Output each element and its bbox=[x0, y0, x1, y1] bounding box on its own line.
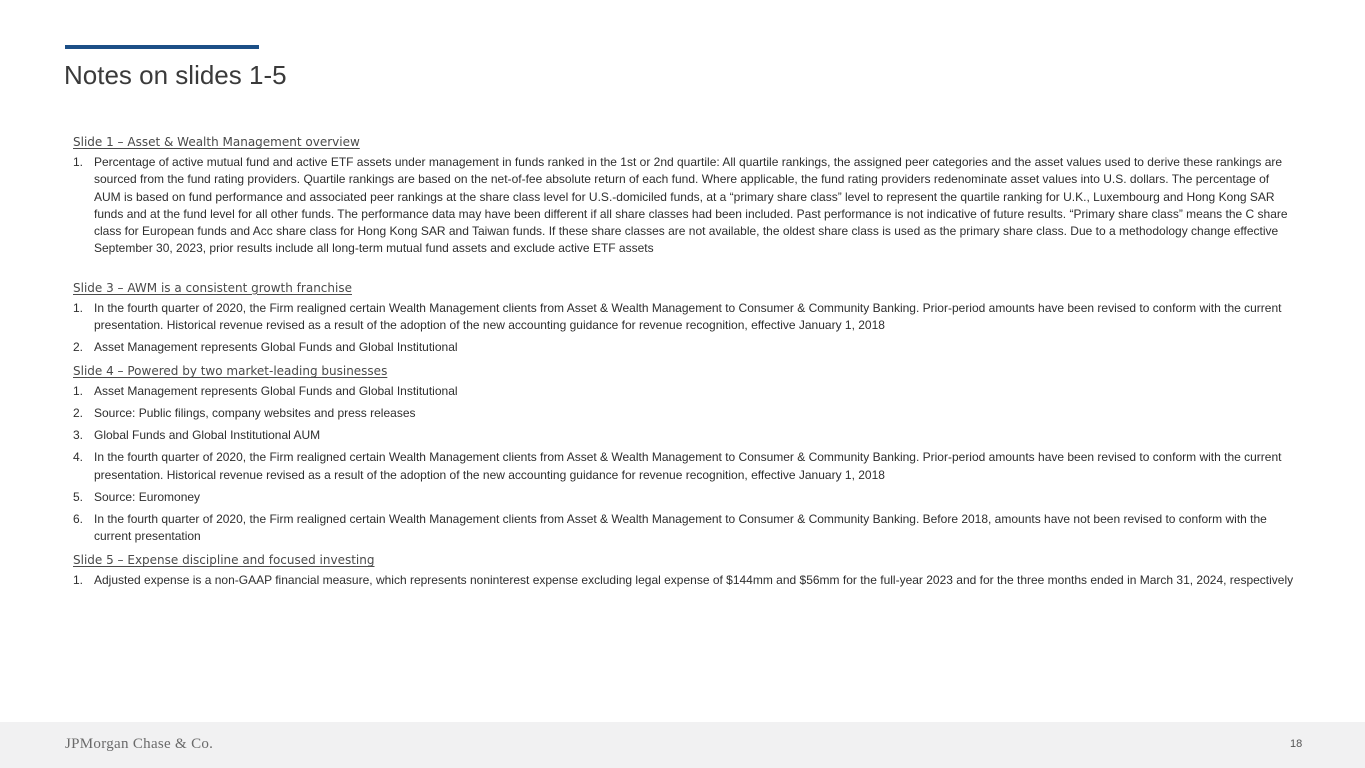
note-item bbox=[73, 339, 1295, 356]
note-text: Percentage of active mutual fund and active ETF assets under management in funds ranked in the 1st or 2nd quartile: All quartile rankings, the assigned peer categories and the asset values used to derive these rankings are sourced from the fund rating providers. Quartile rankings are based on the net-of-fee absolute return of each fund. Where applicable, the fund rating providers redenominate asset values into U.S. dollars. The percentage of AUM is based on fund performance and associated peer rankings at the share class level for U.S.-domiciled funds, at a “primary share class” level to represent the quartile ranking for U.K., Luxembourg and Hong Kong SAR funds and at the fund level for all other funds. The performance data may have been different if all share classes had been included. Past performance is not indicative of future results. “Primary share class” means the C share class for European funds and Acc share class for Hong Kong SAR and Taiwan funds. If these share classes are not available, the oldest share class is used as the primary share class. Due to a methodology change effective September 30, 2023, prior results include all long-term mutual fund assets and exclude active ETF assets bbox=[94, 155, 1288, 256]
section-heading: Slide 5 – Expense discipline and focused investing bbox=[73, 553, 375, 568]
note-number: 4. bbox=[73, 450, 84, 465]
note-text: In the fourth quarter of 2020, the Firm realigned certain Wealth Management clients from Asset & Wealth Management to Consumer & Community Banking. Prior-period amounts have been revised to conform with the current presentation. Historical revenue revised as a result of the adoption of the new accounting guidance for revenue recognition, effective January 1, 2018 bbox=[94, 450, 1282, 482]
note-item bbox=[73, 405, 1295, 422]
notes-list bbox=[73, 300, 1295, 357]
title-accent-bar bbox=[65, 45, 259, 49]
note-text: Asset Management represents Global Funds and Global Institutional bbox=[94, 384, 458, 399]
section-heading: Slide 1 – Asset & Wealth Management overview bbox=[73, 135, 360, 149]
note-text: Source: Public filings, company websites and press releases bbox=[94, 406, 416, 421]
section-slide-3 bbox=[73, 280, 1295, 357]
note-number: 2. bbox=[73, 340, 84, 355]
note-item bbox=[73, 511, 1295, 546]
notes-list bbox=[73, 383, 1295, 545]
note-text: Global Funds and Global Institutional AUM bbox=[94, 428, 321, 443]
footer bbox=[0, 722, 1365, 768]
notes-list bbox=[73, 154, 1295, 258]
section-slide-1 bbox=[73, 134, 1295, 258]
note-text: In the fourth quarter of 2020, the Firm realigned certain Wealth Management clients from Asset & Wealth Management to Consumer & Community Banking. Prior-period amounts have been revised to conform with the current presentation. Historical revenue revised as a result of the adoption of the new accounting guidance for revenue recognition, effective January 1, 2018 bbox=[94, 300, 1282, 333]
note-item bbox=[73, 572, 1295, 589]
note-item bbox=[73, 383, 1295, 400]
note-item bbox=[73, 154, 1295, 258]
note-number: 2. bbox=[73, 406, 84, 421]
page-title: Notes on slides 1-5 bbox=[64, 60, 287, 90]
note-item bbox=[73, 427, 1295, 444]
page-number: 18 bbox=[1290, 738, 1303, 750]
note-item bbox=[73, 449, 1295, 484]
section-heading: Slide 3 – AWM is a consistent growth franchise bbox=[73, 280, 352, 295]
note-number: 1. bbox=[73, 155, 84, 169]
notes-list bbox=[73, 572, 1295, 589]
note-number: 3. bbox=[73, 428, 84, 443]
note-number: 1. bbox=[73, 300, 84, 315]
note-number: 5. bbox=[73, 489, 84, 504]
note-text: Adjusted expense is a non-GAAP financial measure, which represents noninterest expense excluding legal expense of $144mm and $56mm for the full-year 2023 and for the three months ended in March 31, 2024, respectively bbox=[94, 573, 1294, 588]
note-text: In the fourth quarter of 2020, the Firm realigned certain Wealth Management clients from Asset & Wealth Management to Consumer & Community Banking. Before 2018, amounts have not been revised to conform with the current presentation bbox=[94, 511, 1267, 543]
note-number: 6. bbox=[73, 511, 84, 526]
section-slide-5 bbox=[73, 552, 1295, 589]
company-logo: JPMorgan Chase & Co. bbox=[65, 736, 214, 752]
note-number: 1. bbox=[73, 573, 84, 588]
note-text: Asset Management represents Global Funds and Global Institutional bbox=[94, 340, 458, 355]
note-item bbox=[73, 300, 1295, 335]
notes-content bbox=[73, 134, 1295, 594]
note-number: 1. bbox=[73, 384, 84, 399]
section-slide-4 bbox=[73, 363, 1295, 545]
note-item bbox=[73, 489, 1295, 506]
note-text: Source: Euromoney bbox=[94, 489, 201, 504]
section-heading: Slide 4 – Powered by two market-leading businesses bbox=[73, 364, 388, 379]
